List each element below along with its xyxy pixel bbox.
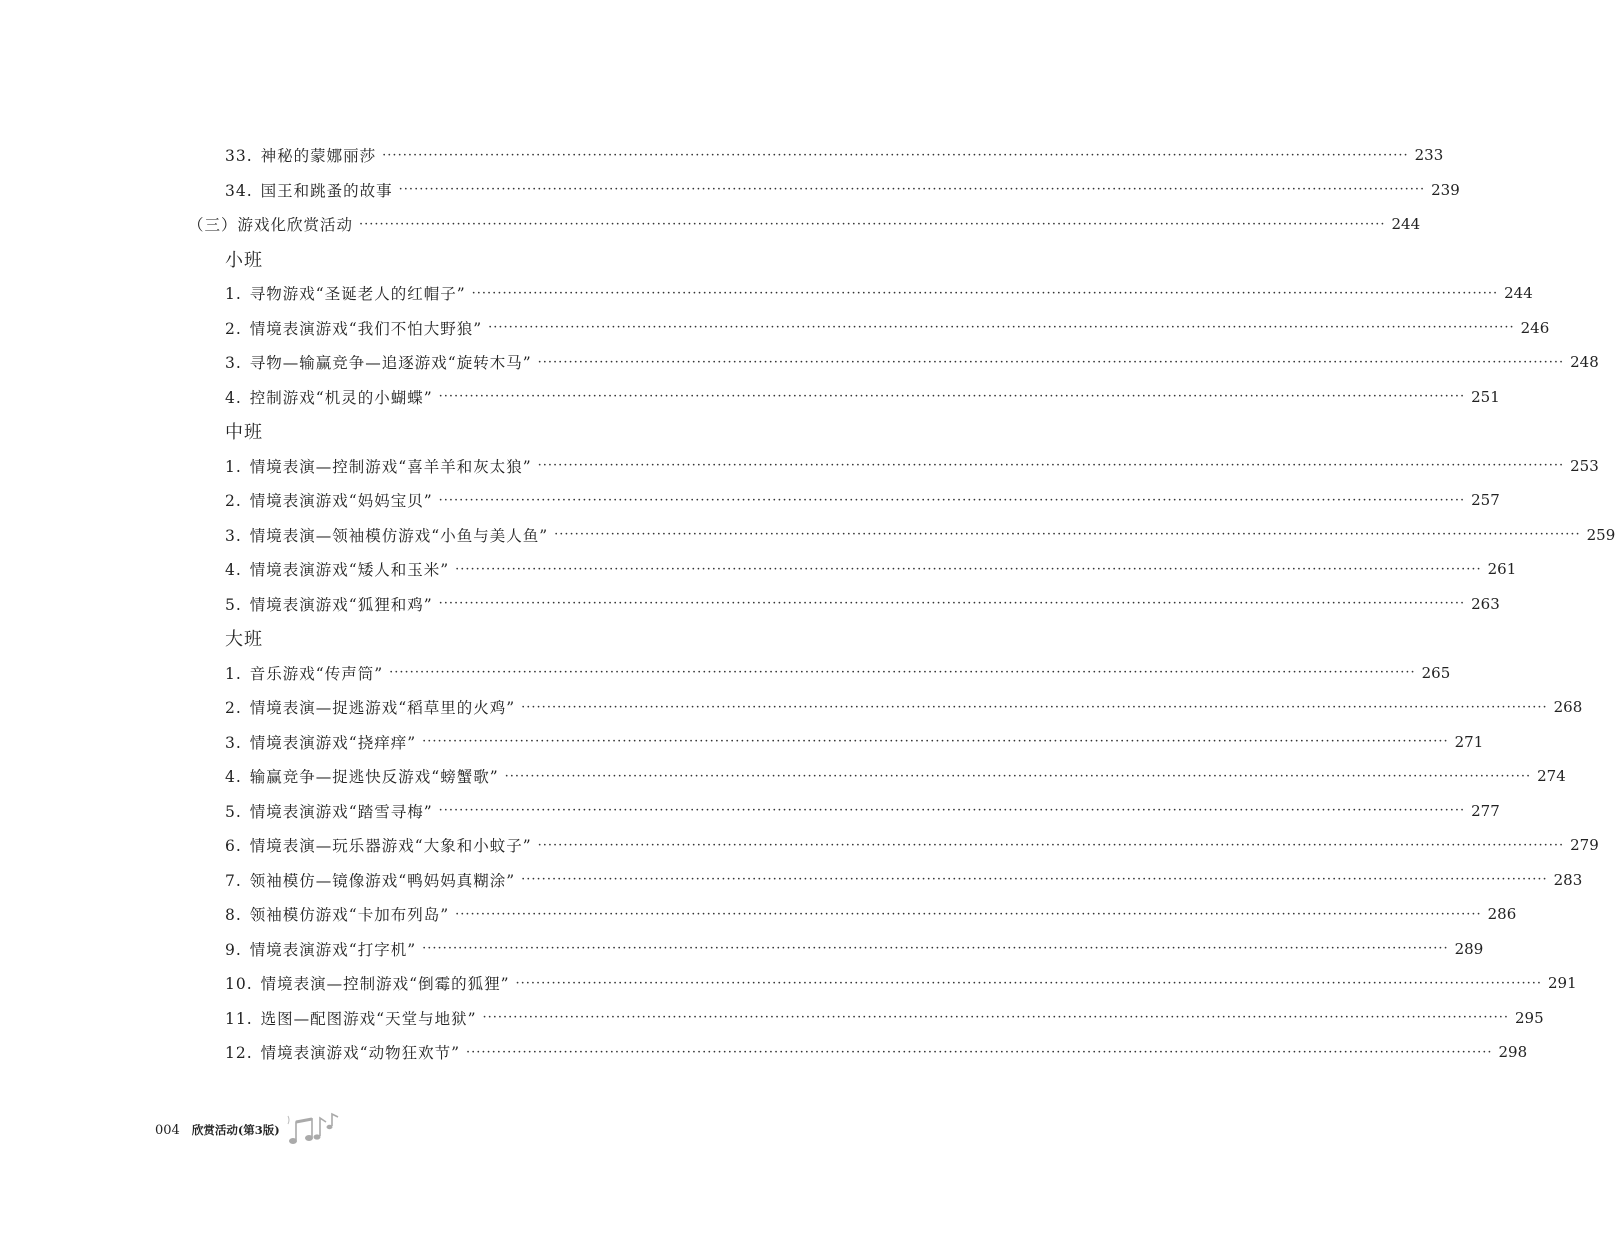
toc-entry[interactable] <box>225 656 1451 690</box>
toc-entry-title <box>225 351 532 373</box>
dot-leader: ········································································································································································································ <box>438 803 1466 818</box>
dot-leader: ········································································································································································································ <box>466 1044 1493 1060</box>
toc-page-number: 295 <box>1514 1008 1544 1027</box>
toc-entry-title <box>225 386 433 408</box>
toc-entry[interactable] <box>225 380 1500 414</box>
toc-page-number: 274 <box>1537 767 1566 785</box>
toc-entry-title <box>188 213 353 235</box>
dot-leader: ········································································································································································································ <box>471 285 1499 301</box>
toc-page-number: 257 <box>1471 491 1500 509</box>
dot-leader: ········································································································································································································ <box>398 182 1426 197</box>
dot-leader: ········································································································································································································ <box>521 699 1548 715</box>
toc-entry-number: 2. <box>225 699 242 717</box>
dot-leader: ········································································································································································································ <box>521 872 1548 887</box>
toc-entry-number: 4. <box>225 768 242 786</box>
toc-entry[interactable] <box>225 725 1484 759</box>
section-heading: 大班 <box>225 629 263 650</box>
toc-entry[interactable] <box>225 966 1577 1000</box>
toc-entry-title <box>225 938 416 960</box>
toc-entry-label: 情境表演游戏“妈妈宝贝” <box>249 492 433 510</box>
toc-entry-title <box>225 455 532 477</box>
section-heading: 小班 <box>225 249 263 271</box>
toc-entry-title <box>225 558 449 580</box>
toc-entry[interactable] <box>225 311 1550 345</box>
toc-entry-label: 情境表演游戏“我们不怕大野狼” <box>249 319 483 338</box>
toc-entry-number: 3. <box>225 526 242 545</box>
toc-entry-title <box>225 662 383 684</box>
toc-entry-title <box>225 800 433 822</box>
toc-entry[interactable] <box>225 276 1533 310</box>
toc-entry-label: 神秘的蒙娜丽莎 <box>260 147 377 165</box>
dot-leader: ········································································································································································································ <box>438 596 1466 611</box>
toc-page-number: 263 <box>1471 594 1500 613</box>
toc-entry-label: 情境表演游戏“动物狂欢节” <box>260 1044 461 1062</box>
toc-entry-label: 音乐游戏“传声筒” <box>249 664 384 683</box>
toc-entry-label: 情境表演—控制游戏“倒霉的狐狸” <box>260 975 510 993</box>
toc-page-number: 259 <box>1586 525 1615 544</box>
toc-page-number: 298 <box>1498 1043 1528 1061</box>
toc-page-number: 233 <box>1414 146 1444 164</box>
toc-entry-number: 4. <box>225 561 242 579</box>
dot-leader: ········································································································································································································ <box>438 389 1466 404</box>
toc-entry-title <box>225 972 510 994</box>
toc-page-number: 286 <box>1487 905 1517 923</box>
toc-entry-label: 情境表演游戏“踏雪寻梅” <box>249 802 433 821</box>
toc-entry-number: 11. <box>225 1009 253 1028</box>
dot-leader: ········································································································································································································ <box>422 941 1449 956</box>
footer-book-title: 欣赏活动(第3版) <box>191 1123 280 1137</box>
toc-entry-title <box>225 593 433 615</box>
toc-entry-title <box>225 696 515 718</box>
toc-entry-number: 10. <box>225 975 253 993</box>
toc-page-number: 279 <box>1570 836 1599 854</box>
toc-entry-title <box>225 1041 460 1063</box>
toc-entry[interactable] <box>225 690 1583 724</box>
toc-entry[interactable] <box>225 794 1500 828</box>
toc-entry-number: 9. <box>225 940 242 959</box>
music-notes-icon <box>286 1110 346 1150</box>
toc-entry-number: 2. <box>225 319 242 338</box>
dot-leader: ········································································································································································································ <box>455 906 1482 922</box>
toc-entry-label: 情境表演—捉逃游戏“稻草里的火鸡” <box>249 699 516 717</box>
toc-entry-label: 输赢竞争—捉逃快反游戏“螃蟹歌” <box>249 768 499 786</box>
toc-entry[interactable] <box>225 483 1500 517</box>
toc-entry-number: 5. <box>225 595 242 614</box>
dot-leader: ········································································································································································································ <box>482 1010 1509 1025</box>
toc-entry[interactable] <box>225 1035 1528 1069</box>
toc-page-number: 277 <box>1471 801 1500 820</box>
toc-entry-title <box>225 282 466 304</box>
toc-entry-title <box>225 144 376 166</box>
dot-leader: ········································································································································································································ <box>455 561 1482 577</box>
toc-entry[interactable] <box>225 552 1517 586</box>
toc-entry[interactable] <box>225 828 1599 862</box>
dot-leader: ········································································································································································································ <box>537 458 1565 473</box>
toc-entry[interactable] <box>225 449 1599 483</box>
toc-entry-label: 情境表演游戏“矮人和玉米” <box>249 561 450 579</box>
toc-entry-number: 12. <box>225 1044 253 1062</box>
toc-entry-label: 情境表演游戏“打字机” <box>249 940 417 959</box>
toc-entry-label: 情境表演游戏“挠痒痒” <box>249 733 417 752</box>
toc-page-number: 246 <box>1520 318 1550 337</box>
toc-page-number: 251 <box>1471 387 1500 406</box>
toc-entry[interactable] <box>225 932 1484 966</box>
toc-entry-number: 3. <box>225 733 242 752</box>
toc-page-number: 283 <box>1553 870 1583 889</box>
toc-entry[interactable] <box>225 587 1500 621</box>
toc-entry-number: 33. <box>225 147 253 165</box>
toc-entry-title <box>225 834 532 856</box>
toc-entry-label: 寻物游戏“圣诞老人的红帽子” <box>249 285 466 303</box>
toc-entry-title <box>225 179 393 201</box>
toc-entry-title <box>225 903 449 925</box>
toc-entry-title <box>225 869 515 891</box>
toc-entry-number: 1. <box>225 664 242 683</box>
toc-entry-title <box>225 317 482 339</box>
toc-entry[interactable] <box>225 863 1583 897</box>
dot-leader: ········································································································································································································ <box>389 665 1416 680</box>
toc-entry-label: 情境表演—玩乐器游戏“大象和小蚊子” <box>249 837 532 855</box>
toc-entry-number: 34. <box>225 181 253 200</box>
toc-page-number: 271 <box>1454 732 1484 751</box>
dot-leader: ········································································································································································································ <box>515 975 1542 991</box>
toc-page-number: 244 <box>1391 215 1421 233</box>
toc-entry-number: 4. <box>225 388 242 407</box>
toc-entry-number: 1. <box>225 285 242 303</box>
toc-entry-label: 情境表演游戏“狐狸和鸡” <box>249 595 433 614</box>
toc-page-number: 261 <box>1487 560 1517 578</box>
toc-entry-title <box>225 1007 477 1029</box>
toc-entry-number: 2. <box>225 492 242 510</box>
dot-leader: ········································································································································································································ <box>554 527 1581 542</box>
toc-page-number: 291 <box>1547 974 1577 992</box>
toc-entry-label: 领袖模仿—镜像游戏“鸭妈妈真糊涂” <box>249 871 516 890</box>
dot-leader: ········································································································································································································ <box>488 320 1515 335</box>
toc-entry-title <box>225 765 499 787</box>
toc-entry-number: 6. <box>225 837 242 855</box>
toc-page-number: 289 <box>1454 939 1484 958</box>
toc-part-entry[interactable] <box>188 207 1421 241</box>
toc-entry-label: 国王和跳蚤的故事 <box>260 181 393 200</box>
toc-entry-number: 5. <box>225 802 242 821</box>
toc-entry-number: 8. <box>225 906 242 924</box>
toc-entry[interactable] <box>225 173 1460 207</box>
toc-entry-label: 控制游戏“机灵的小蝴蝶” <box>249 388 433 407</box>
toc-entry-number: 7. <box>225 871 242 890</box>
toc-page-number: 268 <box>1553 698 1583 716</box>
toc-page-number: 265 <box>1421 663 1451 682</box>
toc-entry[interactable] <box>225 759 1566 793</box>
toc-entry-label: 选图—配图游戏“天堂与地狱” <box>260 1009 477 1028</box>
toc-entry-number: 1. <box>225 457 242 476</box>
toc-entry[interactable] <box>225 138 1444 172</box>
toc-entry[interactable] <box>225 345 1599 379</box>
toc-entry-title <box>225 731 416 753</box>
toc-entry-title <box>225 524 548 546</box>
toc-entry-title <box>225 489 433 511</box>
footer-page-number: 004 <box>155 1122 180 1138</box>
toc-page-number: 248 <box>1570 353 1599 371</box>
dot-leader: ········································································································································································································ <box>359 216 1386 232</box>
dot-leader: ········································································································································································································ <box>438 492 1466 508</box>
toc-entry-number: 3. <box>225 354 242 372</box>
toc-page-number: 239 <box>1431 180 1460 199</box>
toc-page-number: 244 <box>1504 284 1533 302</box>
dot-leader: ········································································································································································································ <box>382 147 1409 163</box>
toc-entry[interactable] <box>225 897 1517 931</box>
section-heading: 中班 <box>225 422 263 443</box>
toc-entry-label: 情境表演—控制游戏“喜羊羊和灰太狼” <box>249 457 532 476</box>
dot-leader: ········································································································································································································ <box>504 768 1532 784</box>
page-footer <box>155 1110 346 1150</box>
toc-entry-label: 寻物—输赢竞争—追逐游戏“旋转木马” <box>249 354 532 372</box>
toc-entry-label: （三）游戏化欣赏活动 <box>188 216 354 234</box>
dot-leader: ········································································································································································································ <box>537 837 1565 853</box>
toc-entry[interactable] <box>225 1001 1544 1035</box>
toc-entry[interactable] <box>225 518 1615 552</box>
toc-entry-label: 领袖模仿游戏“卡加布列岛” <box>249 906 450 924</box>
toc-entry-label: 情境表演—领袖模仿游戏“小鱼与美人鱼” <box>249 526 549 545</box>
dot-leader: ········································································································································································································ <box>537 354 1565 370</box>
toc-page-number: 253 <box>1570 456 1599 475</box>
dot-leader: ········································································································································································································ <box>422 734 1449 749</box>
